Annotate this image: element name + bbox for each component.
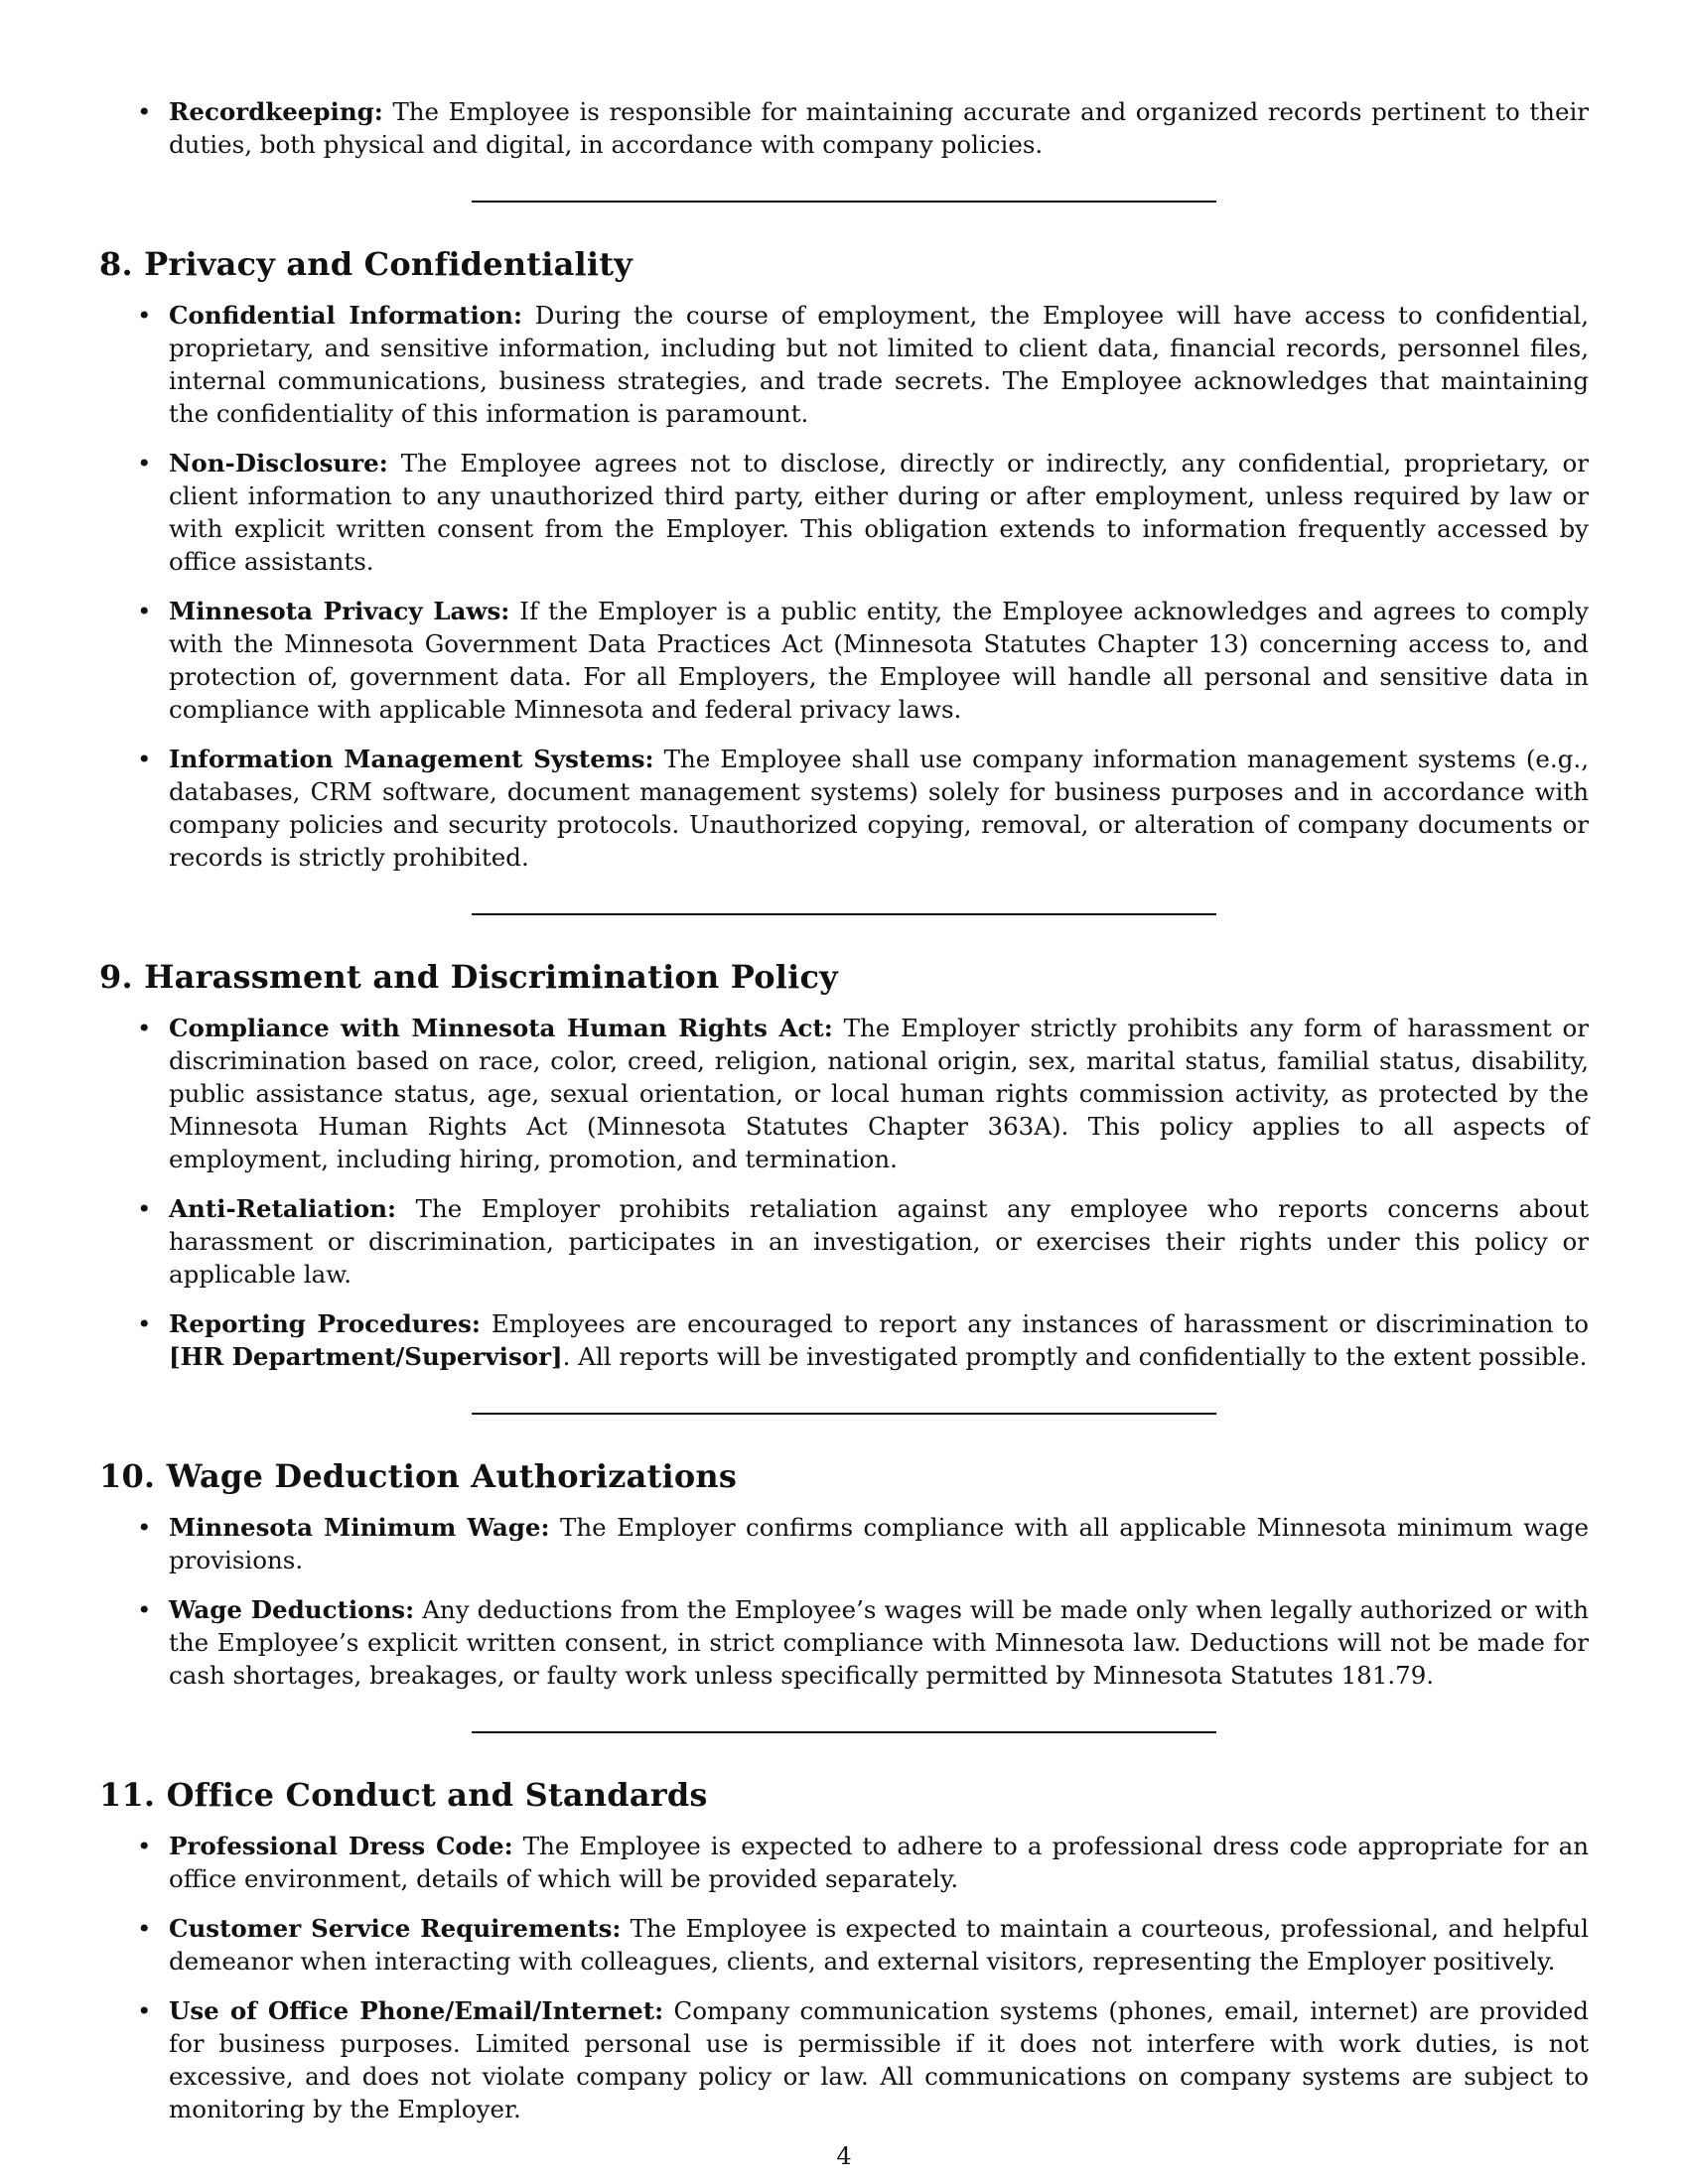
section-divider bbox=[472, 1413, 1216, 1415]
item-term: Wage Deductions: bbox=[169, 1595, 415, 1624]
item-text: The Employer prohibits retaliation against any employee who reports concerns about harassment or discrimination, participates in an investigation, or exercises their rights under this policy or applicable law. bbox=[169, 1194, 1589, 1289]
list-item bbox=[99, 1511, 1589, 1576]
list-item bbox=[99, 95, 1589, 161]
item-text: During the course of employment, the Employee will have access to confidential, proprietary, and sensitive information, including but not limited to client data, financial records, personnel files, internal communications, business strategies, and trade secrets. The Employee acknowledges that maintaining the confidentiality of this information is paramount. bbox=[169, 301, 1590, 428]
list-item bbox=[99, 1192, 1589, 1291]
list-item bbox=[99, 447, 1589, 578]
section-list-harassment bbox=[99, 1012, 1589, 1373]
section-divider bbox=[472, 1731, 1216, 1733]
section-list-wage bbox=[99, 1511, 1589, 1692]
list-item bbox=[99, 1593, 1589, 1692]
item-term: Customer Service Requirements: bbox=[169, 1914, 622, 1943]
placeholder-text: [HR Department/Supervisor] bbox=[169, 1342, 563, 1371]
item-term: Professional Dress Code: bbox=[169, 1832, 513, 1860]
item-text: The Employee is expected to maintain a courteous, professional, and helpful demeanor when interacting with colleagues, clients, and external visitors, representing the Employer positively. bbox=[169, 1914, 1589, 1976]
item-text: . All reports will be investigated promptly and confidentially to the extent possible. bbox=[562, 1342, 1588, 1371]
section-heading-wage: 10. Wage Deduction Authorizations bbox=[99, 1457, 738, 1495]
list-item bbox=[99, 1012, 1589, 1175]
item-text: Company communication systems (phones, email, internet) are provided for business purposes. Limited personal use is permissible if it does not interfere with work duties, is not excessive, and does not violate company policy or law. All communications on company systems are subject to monitoring by the Employer. bbox=[169, 1996, 1589, 2123]
document-page bbox=[99, 95, 1589, 2142]
list-item bbox=[99, 743, 1589, 874]
list-item bbox=[99, 1307, 1589, 1373]
section-heading-harassment: 9. Harassment and Discrimination Policy bbox=[99, 958, 838, 996]
item-text: Any deductions from the Employee’s wages will be made only when legally authorized or with the Employee’s explicit written consent, in strict compliance with Minnesota law. Deductions will not be made for cash shortages, breakages, or faulty work unless specifically permitted by Minnesota Statutes 181.79. bbox=[169, 1595, 1590, 1690]
section-divider bbox=[472, 201, 1216, 203]
section-heading-privacy: 8. Privacy and Confidentiality bbox=[99, 245, 633, 283]
page-number: 4 bbox=[836, 2142, 852, 2170]
list-item bbox=[99, 1994, 1589, 2125]
item-term: Confidential Information: bbox=[169, 301, 523, 330]
item-text: The Employee is responsible for maintaining accurate and organized records pertinent to their duties, both physical and digital, in accordance with company policies. bbox=[169, 97, 1590, 159]
item-term: Use of Office Phone/Email/Internet: bbox=[169, 1996, 664, 2025]
list-item bbox=[99, 1912, 1589, 1978]
item-text: The Employee shall use company information management systems (e.g., databases, CRM software, document management systems) solely for business purposes and in accordance with company policies and security protocols. Unauthorized copying, removal, or alteration of company documents or records is strictly prohibited. bbox=[169, 745, 1589, 872]
list-item bbox=[99, 595, 1589, 726]
item-text: The Employer strictly prohibits any form of harassment or discrimination based on race, color, creed, religion, national origin, sex, marital status, familial status, disability, public assistance status, age, sexual orientation, or local human rights commission activity, as protected by the Minnesota Human Rights Act (Minnesota Statutes Chapter 363A). This policy applies to all aspects of employment, including hiring, promotion, and termination. bbox=[169, 1014, 1589, 1173]
item-text: The Employer confirms compliance with all applicable Minnesota minimum wage provisions. bbox=[169, 1513, 1589, 1574]
item-text: Employees are encouraged to report any instances of harassment or discrimination to bbox=[491, 1309, 1590, 1338]
item-text: The Employee is expected to adhere to a professional dress code appropriate for an office environment, details of which will be provided separately. bbox=[169, 1832, 1589, 1893]
item-term: Non-Disclosure: bbox=[169, 449, 388, 478]
section-list-conduct bbox=[99, 1830, 1589, 2125]
section-divider bbox=[472, 913, 1216, 915]
list-item bbox=[99, 1830, 1589, 1895]
list-item bbox=[99, 299, 1589, 430]
item-term: Compliance with Minnesota Human Rights Act: bbox=[169, 1014, 833, 1042]
item-term: Anti-Retaliation: bbox=[169, 1194, 397, 1223]
intro-list bbox=[99, 95, 1589, 161]
item-term: Information Management Systems: bbox=[169, 745, 654, 773]
item-term: Recordkeeping: bbox=[169, 97, 383, 126]
item-term: Minnesota Minimum Wage: bbox=[169, 1513, 550, 1542]
item-term: Reporting Procedures: bbox=[169, 1309, 481, 1338]
item-text: If the Employer is a public entity, the Employee acknowledges and agrees to comply with the Minnesota Government Data Practices Act (Minnesota Statutes Chapter 13) concerning access to, and protection of, government data. For all Employers, the Employee will handle all personal and sensitive data in compliance with applicable Minnesota and federal privacy laws. bbox=[169, 597, 1589, 724]
item-text: The Employee agrees not to disclose, directly or indirectly, any confidential, proprietary, or client information to any unauthorized third party, either during or after employment, unless required by law or with explicit written consent from the Employer. This obligation extends to information frequently accessed by office assistants. bbox=[169, 449, 1589, 576]
section-list-privacy bbox=[99, 299, 1589, 874]
section-heading-conduct: 11. Office Conduct and Standards bbox=[99, 1776, 708, 1814]
item-term: Minnesota Privacy Laws: bbox=[169, 597, 510, 625]
